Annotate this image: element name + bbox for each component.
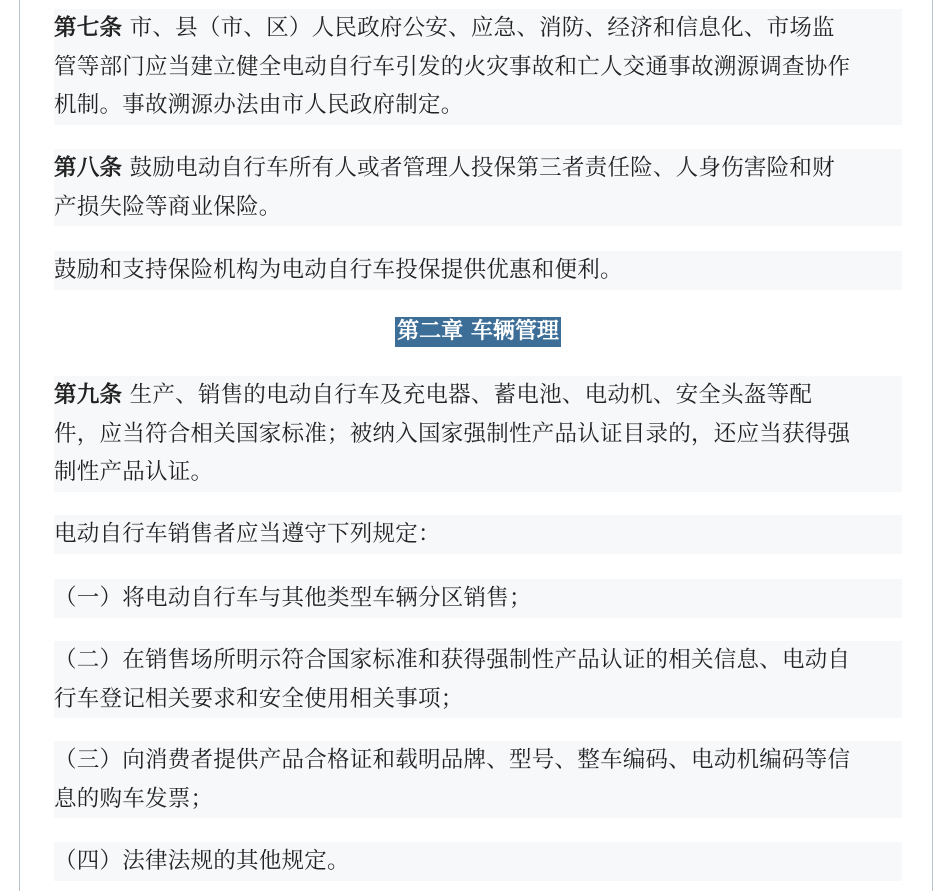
chapter-title: 第二章 车辆管理 xyxy=(395,317,561,347)
article-text: 件，应当符合相关国家标准；被纳入国家强制性产品认证目录的，还应当获得强 xyxy=(54,415,902,454)
paragraph-text: 鼓励和支持保险机构为电动自行车投保提供优惠和便利。 xyxy=(54,251,902,290)
chapter-heading xyxy=(54,317,902,347)
article-8-paragraph-2 xyxy=(54,251,902,290)
article-label: 第七条 xyxy=(54,15,123,41)
list-item xyxy=(54,579,902,618)
paragraph-text: 电动自行车销售者应当遵守下列规定： xyxy=(54,515,902,554)
article-9 xyxy=(54,376,902,492)
article-text: 鼓励电动自行车所有人或者管理人投保第三者责任险、人身伤害险和财 xyxy=(122,155,835,181)
list-item xyxy=(54,641,902,718)
article-text: 制性产品认证。 xyxy=(54,453,902,492)
article-7 xyxy=(54,9,902,125)
article-8 xyxy=(54,149,902,226)
list-item-text: 息的购车发票； xyxy=(54,780,902,819)
list-item-text: （三）向消费者提供产品合格证和载明品牌、型号、整车编码、电动机编码等信 xyxy=(54,741,902,780)
article-text: 生产、销售的电动自行车及充电器、蓄电池、电动机、安全头盔等配 xyxy=(122,382,813,408)
list-item xyxy=(54,741,902,818)
article-label: 第九条 xyxy=(54,382,123,408)
article-text: 机制。事故溯源办法由市人民政府制定。 xyxy=(54,86,902,125)
article-9-paragraph-2 xyxy=(54,515,902,554)
list-item-text: （四）法律法规的其他规定。 xyxy=(54,842,902,881)
list-item-text: （二）在销售场所明示符合国家标准和获得强制性产品认证的相关信息、电动自 xyxy=(54,641,902,680)
list-item xyxy=(54,842,902,881)
list-item-text: （一）将电动自行车与其他类型车辆分区销售； xyxy=(54,579,902,618)
article-text: 管等部门应当建立健全电动自行车引发的火灾事故和亡人交通事故溯源调查协作 xyxy=(54,48,902,87)
article-label: 第八条 xyxy=(54,155,123,181)
article-text: 产损失险等商业保险。 xyxy=(54,188,902,227)
list-item-text: 行车登记相关要求和安全使用相关事项； xyxy=(54,680,902,719)
article-text: 市、县（市、区）人民政府公安、应急、消防、经济和信息化、市场监 xyxy=(122,15,835,41)
